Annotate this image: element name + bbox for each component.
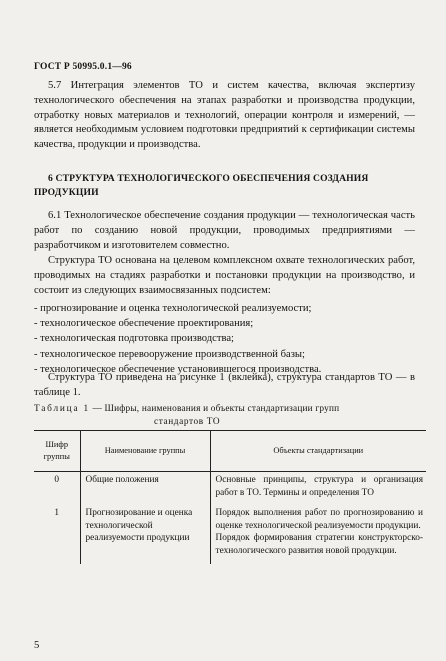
table-cell-code: 0 [54,475,60,485]
object-text: Основные принципы, структура и организация работ в ТО. Термины и определения ТО [215,475,423,498]
table-row [34,472,426,506]
document-header: ГОСТ Р 50995.0.1—96 [34,62,132,72]
list-item: - прогнозирование и оценка технологической реализуемости; [34,303,312,314]
paragraph-6-1: 6.1 Технологическое обеспечение создания продукции — технологическая часть работ по созданию новой продукции, проводимых предприятиями — разработчиком и изготовителем совместно. [34,210,415,251]
table-cell-code: 1 [54,508,60,519]
table-cell-objects [210,505,426,563]
paragraph-structure-ref: Структура ТО приведена на рисунке 1 (вклейка), структура стандартов ТО — в таблице 1. [34,372,415,398]
paragraph-structure-intro: Структура ТО основана на целевом комплексном охвате технологических работ, проводимых на стадиях разработки и постановки продукции на производство, и состоит из следующих взаимосвязанных подсистем: [34,255,415,296]
section-6-heading: 6 СТРУКТУРА ТЕХНОЛОГИЧЕСКОГО ОБЕСПЕЧЕНИЯ СОЗДАНИЯ ПРОДУКЦИИ [34,173,369,198]
table-caption-label: Таблица 1 [34,404,90,414]
table-cell-objects [210,472,426,506]
table-caption [34,403,429,429]
table-caption-dash: — [89,404,105,414]
list-item: - технологическое перевооружение производственной базы; [34,348,305,360]
list-item: - технологическое обеспечение установившегося производства. [34,363,322,375]
table-cell-name: Прогнозирование и оценка технологической реализуемости продукции [80,505,210,563]
list-item: - технологическое обеспечение проектирования; [34,318,254,330]
list-item: - технологическая подготовка производства; [34,333,234,345]
column-header-objects: Объекты стандартизации [210,431,426,472]
subsystem-list [34,301,424,377]
table-caption-title: Шифры, наименования и объекты стандартизации групп [104,404,340,414]
table-header-row [34,431,426,472]
column-header-code: Шифр группы [34,431,80,472]
paragraph-5-7: 5.7 Интеграция элементов ТО и систем качества, включая экспертизу технологического обеспечения на этапах разработки и производства продукции, отработку новых материалов и технологий, операции контроля и измерений, — является необходимым условием подготовки предприятий к сертификации системы качества, продукции и производства. [34,80,415,151]
column-header-name: Наименование группы [80,431,210,472]
table-caption-continuation: стандартов ТО [154,417,221,427]
table-cell-name: Общие положения [80,472,210,506]
object-text: Порядок выполнения работ по прогнозированию и оценке технологической реализуемости продукции. [215,508,423,531]
object-text: Порядок формирования стратегии конструкторско-технологического развития новой продукции. [215,533,423,556]
page-number: 5 [34,640,40,651]
table-row [34,505,426,563]
standards-table [34,430,426,564]
